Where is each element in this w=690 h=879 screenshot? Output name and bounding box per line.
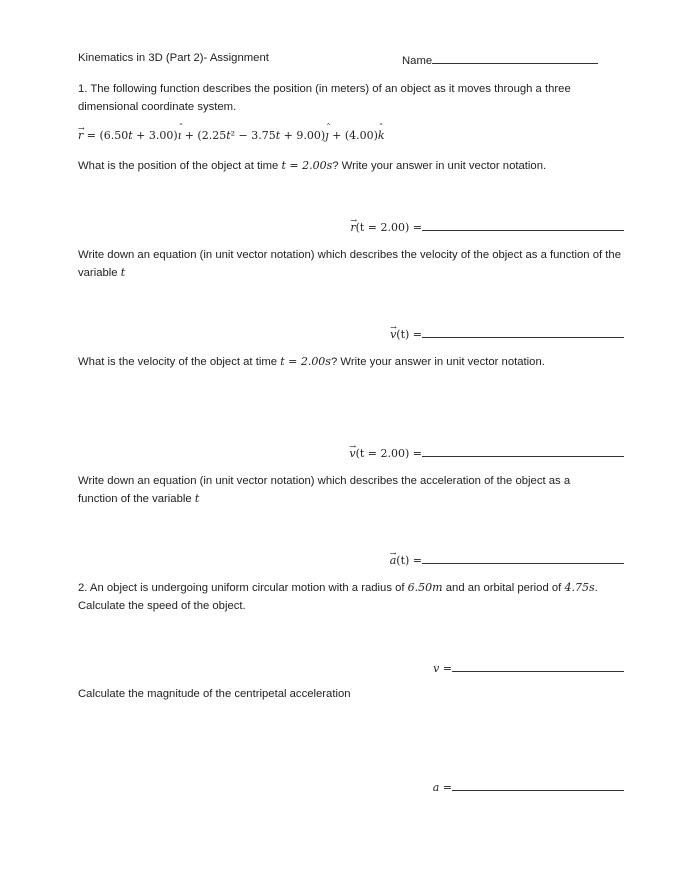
period-value: 4.75s — [564, 581, 595, 594]
assignment-title: Kinematics in 3D (Part 2)- Assignment — [78, 52, 269, 64]
answer-centripetal-blank[interactable] — [452, 778, 624, 791]
answer-position-line: → r(t = 2.00) = — [350, 218, 624, 235]
k-hat-symbol: ˆ k — [378, 128, 385, 143]
answer-centripetal-line — [433, 778, 624, 795]
i-hat-symbol: ˆ ı — [178, 128, 182, 143]
name-input-blank[interactable] — [432, 51, 598, 64]
answer-speed-blank[interactable] — [452, 659, 624, 672]
question-1-intro: 1. The following function describes the position (in meters) of an object as it moves through a three dimensional coordinate system. — [78, 83, 571, 113]
answer-speed-line — [433, 659, 624, 676]
radius-value: 6.50m — [407, 581, 443, 594]
question-2b-text: Calculate the magnitude of the centripetal acceleration — [78, 688, 351, 700]
question-1c-text: What is the velocity of the object at time t = 2.00s? Write your answer in unit vector notation. — [78, 355, 545, 368]
question-1d-text: Write down an equation (in unit vector notation) which describes the acceleration of the object as a function of the variable t — [78, 475, 571, 505]
answer-velocity-function-line: → v(t) = — [390, 325, 624, 342]
position-equation: → r = (6.50t + 3.00)ˆ ı + (2.25t² − 3.75t + 9.00)ˆ ȷ + (4.00)ˆ k — [78, 128, 385, 143]
name-label: Name — [402, 55, 433, 67]
centripetal-label: a = — [432, 781, 452, 794]
answer-acceleration-function-blank[interactable] — [422, 551, 624, 564]
question-2-intro: 2. An object is undergoing uniform circular motion with a radius of 6.50m and an orbital period of 4.75s. Calculate the speed of the object. — [78, 581, 598, 612]
j-hat-symbol: ˆ ȷ — [325, 128, 328, 143]
answer-velocity-function-blank[interactable] — [422, 325, 624, 338]
answer-acceleration-function-line: → a(t) = — [390, 551, 624, 568]
answer-velocity-value-blank[interactable] — [422, 444, 624, 457]
answer-position-blank[interactable] — [422, 218, 624, 231]
question-1b-text: Write down an equation (in unit vector notation) which describes the velocity of the object as a function of the variable t — [78, 249, 621, 279]
position-vector-symbol: → r — [78, 128, 83, 143]
answer-velocity-value-line: → v(t = 2.00) = — [349, 444, 624, 461]
name-line — [402, 51, 598, 69]
speed-label: v = — [433, 662, 452, 675]
question-1a-text: What is the position of the object at time t = 2.00s? Write your answer in unit vector notation. — [78, 159, 547, 172]
